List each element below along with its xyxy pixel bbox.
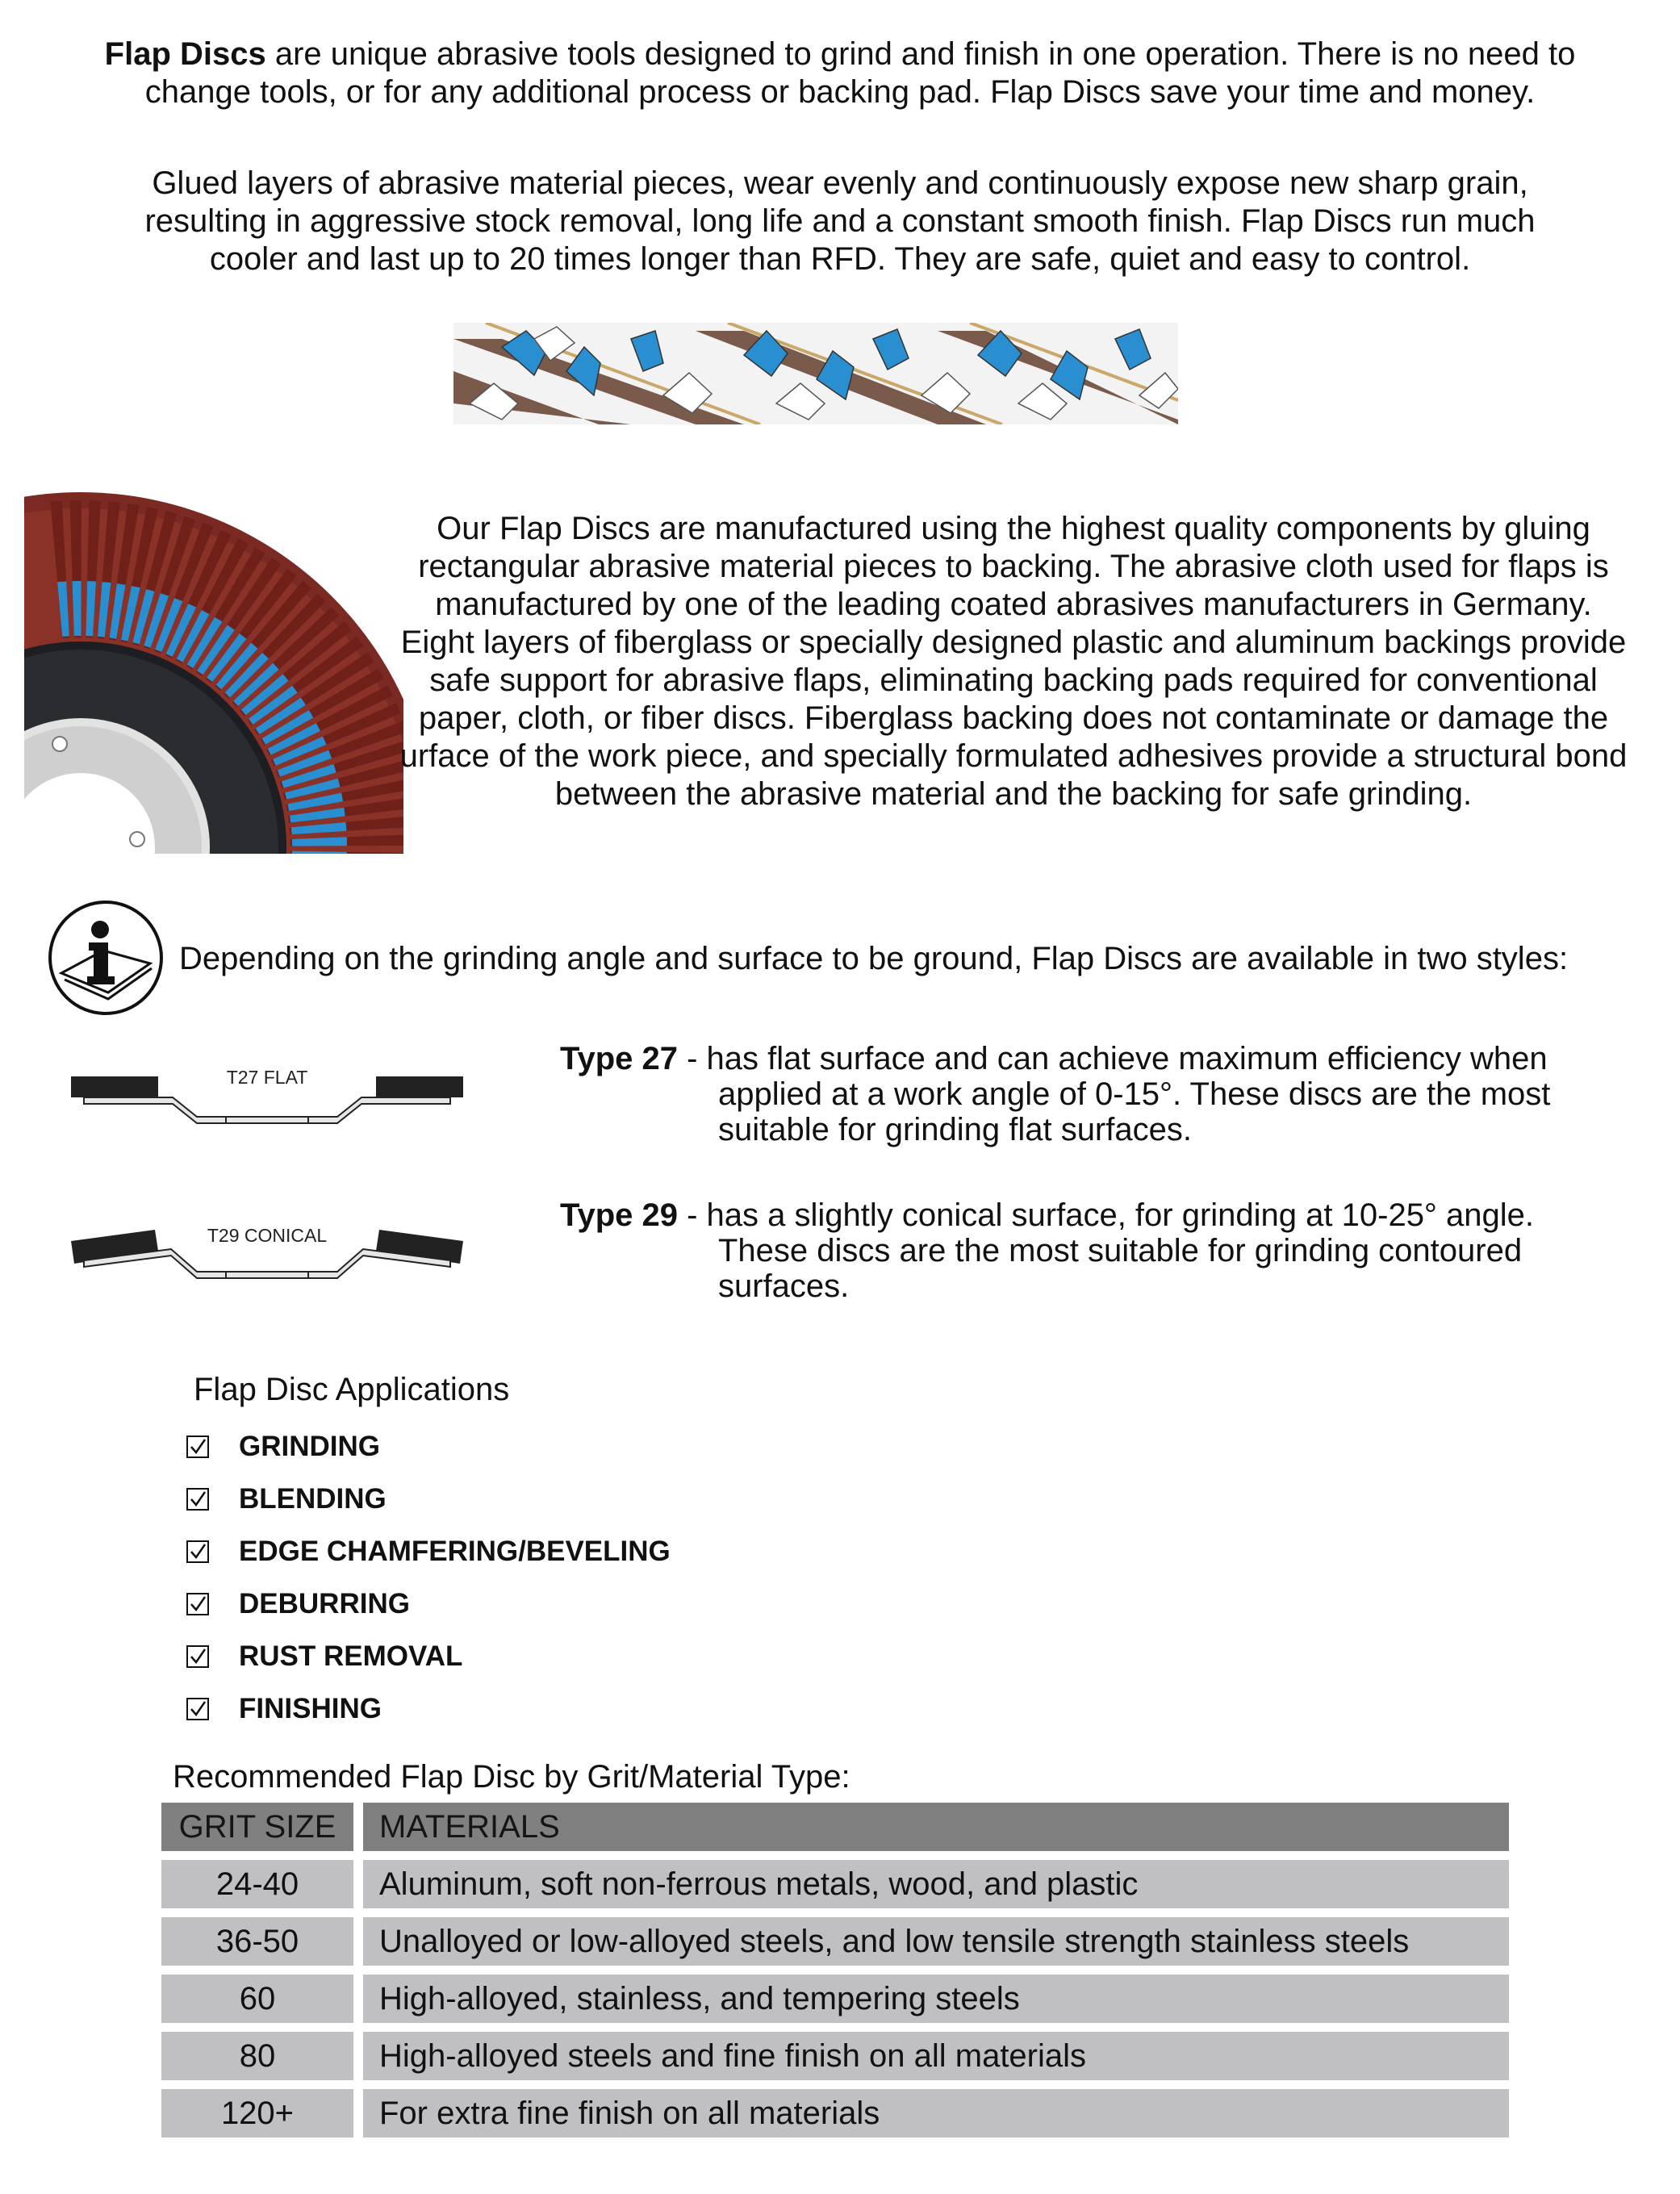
manufacture-line: safe support for abrasive flaps, eliminating backing pads required for conventional bbox=[429, 662, 1598, 698]
table-row bbox=[161, 1975, 1509, 2023]
table-header-row bbox=[161, 1803, 1509, 1851]
table-row bbox=[161, 1917, 1509, 1966]
checkbox-checked-icon bbox=[186, 1540, 210, 1564]
checkbox-checked-icon bbox=[186, 1487, 210, 1511]
list-item bbox=[186, 1420, 671, 1473]
type-27-line-1-text: - has flat surface and can achieve maximum efficiency when bbox=[687, 1041, 1548, 1076]
glued-line: Glued layers of abrasive material pieces, wear evenly and continuously expose new sharp grain, bbox=[152, 165, 1528, 201]
application-label: FINISHING bbox=[239, 1692, 382, 1724]
type-27-name: Type 27 bbox=[560, 1041, 678, 1076]
manufacture-line: Eight layers of fiberglass or specially designed plastic and aluminum backings provide bbox=[400, 625, 1627, 660]
materials-cell: High-alloyed steels and fine finish on all materials bbox=[363, 2032, 1509, 2080]
application-label: GRINDING bbox=[239, 1430, 380, 1462]
materials-cell: Aluminum, soft non-ferrous metals, wood, and plastic bbox=[363, 1860, 1509, 1908]
list-item bbox=[186, 1630, 671, 1682]
abrasive-grain-illustration bbox=[453, 323, 1178, 424]
t27-label: T27 FLAT bbox=[226, 1067, 308, 1088]
manufacture-line: paper, cloth, or fiber discs. Fiberglass backing does not contaminate or damage the bbox=[418, 700, 1609, 736]
grit-cell: 80 bbox=[161, 2032, 353, 2080]
glued-line: cooler and last up to 20 times longer than RFD. They are safe, quiet and easy to control. bbox=[209, 241, 1471, 277]
checkbox-checked-icon bbox=[186, 1644, 210, 1669]
t29-conical-profile bbox=[68, 1206, 466, 1302]
type-27-line-2: applied at a work angle of 0-15°. These discs are the most bbox=[718, 1076, 1551, 1112]
type-29-name: Type 29 bbox=[560, 1197, 678, 1233]
t29-profile-drawing bbox=[68, 1206, 466, 1302]
grit-cell: 60 bbox=[161, 1975, 353, 2023]
t27-flat-profile bbox=[68, 1052, 466, 1149]
grit-cell: 24-40 bbox=[161, 1860, 353, 1908]
type-27-description bbox=[560, 1041, 1641, 1147]
application-label: DEBURRING bbox=[239, 1587, 410, 1619]
materials-cell: For extra fine finish on all materials bbox=[363, 2089, 1509, 2138]
grit-table bbox=[161, 1803, 1509, 2146]
t29-label: T29 CONICAL bbox=[207, 1225, 328, 1246]
table-row bbox=[161, 1860, 1509, 1908]
applications-list bbox=[186, 1420, 671, 1735]
list-item bbox=[186, 1578, 671, 1630]
glued-paragraph bbox=[48, 165, 1632, 278]
type-29-line-3: surfaces. bbox=[718, 1268, 850, 1304]
type-27-line-1 bbox=[560, 1041, 1641, 1076]
application-label: BLENDING bbox=[239, 1482, 387, 1515]
glued-line: resulting in aggressive stock removal, long life and a constant smooth finish. Flap Discs run much bbox=[144, 203, 1536, 239]
manufacture-line: between the abrasive material and the backing for safe grinding. bbox=[554, 776, 1473, 812]
grit-cell: 36-50 bbox=[161, 1917, 353, 1966]
type-29-line-1-text: - has a slightly conical surface, for grinding at 10-25° angle. bbox=[687, 1197, 1535, 1233]
materials-cell: Unalloyed or low-alloyed steels, and low tensile strength stainless steels bbox=[363, 1917, 1509, 1966]
intro-bold-lead: Flap Discs bbox=[104, 36, 266, 72]
manufacture-paragraph bbox=[347, 510, 1680, 813]
header-materials: MATERIALS bbox=[363, 1803, 1509, 1851]
materials-cell: High-alloyed, stainless, and tempering steels bbox=[363, 1975, 1509, 2023]
type-29-line-2: These discs are the most suitable for grinding contoured bbox=[718, 1233, 1523, 1268]
applications-title: Flap Disc Applications bbox=[194, 1372, 510, 1407]
checkbox-checked-icon bbox=[186, 1697, 210, 1721]
application-label: EDGE CHAMFERING/BEVELING bbox=[239, 1535, 671, 1567]
checkbox-checked-icon bbox=[186, 1435, 210, 1459]
list-item bbox=[186, 1525, 671, 1578]
intro-line-1-text: are unique abrasive tools designed to grind and finish in one operation. There is no need to bbox=[274, 36, 1576, 72]
type-29-description bbox=[560, 1197, 1641, 1304]
intro-paragraph bbox=[48, 36, 1632, 111]
table-row bbox=[161, 2032, 1509, 2080]
manufacture-line: Our Flap Discs are manufactured using the highest quality components by gluing bbox=[437, 511, 1590, 546]
intro-line-2: change tools, or for any additional process or backing pad. Flap Discs save your time and money. bbox=[144, 74, 1536, 110]
type-29-line-1 bbox=[560, 1197, 1641, 1233]
header-grit-size: GRIT SIZE bbox=[161, 1803, 353, 1851]
grit-table-title: Recommended Flap Disc by Grit/Material Type: bbox=[173, 1759, 850, 1795]
manufacture-line: manufactured by one of the leading coated abrasives manufacturers in Germany. bbox=[435, 587, 1592, 622]
styles-intro: Depending on the grinding angle and surface to be ground, Flap Discs are available in two styles: bbox=[179, 941, 1569, 976]
application-label: RUST REMOVAL bbox=[239, 1640, 463, 1672]
list-item bbox=[186, 1473, 671, 1525]
checkbox-checked-icon bbox=[186, 1592, 210, 1616]
info-book-icon bbox=[47, 899, 165, 1017]
manufacture-line: urface of the work piece, and specially formulated adhesives provide a structural bond bbox=[399, 738, 1628, 774]
table-row bbox=[161, 2089, 1509, 2138]
grit-cell: 120+ bbox=[161, 2089, 353, 2138]
manufacture-line: rectangular abrasive material pieces to backing. The abrasive cloth used for flaps is bbox=[418, 549, 1609, 584]
type-27-line-3: suitable for grinding flat surfaces. bbox=[718, 1112, 1192, 1147]
list-item bbox=[186, 1682, 671, 1735]
intro-line-1 bbox=[48, 36, 1632, 73]
